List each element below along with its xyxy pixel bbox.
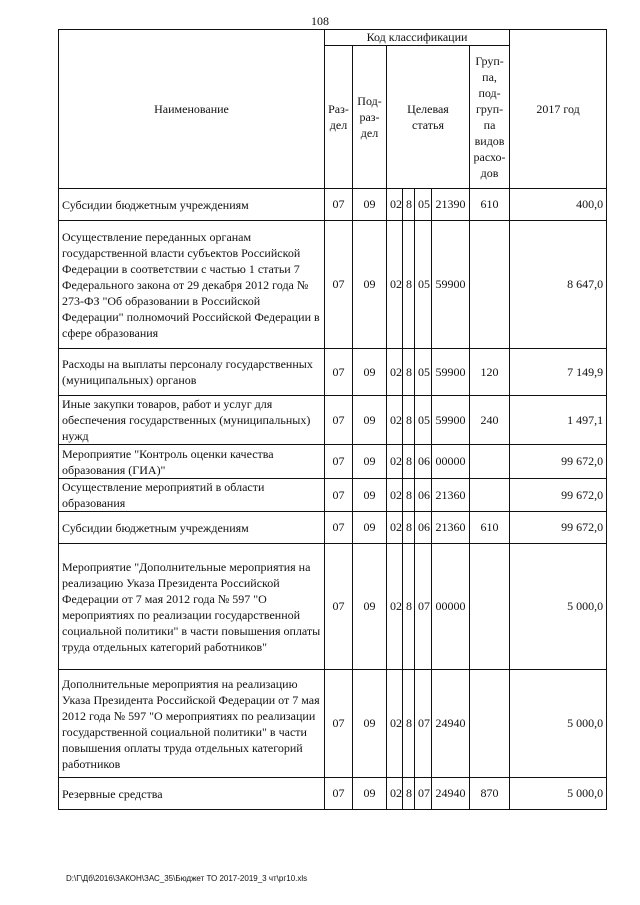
row-target-event: 05: [415, 349, 432, 396]
row-amount: 99 672,0: [510, 479, 607, 512]
row-name: Осуществление переданных органам государственной власти субъектов Российской Федерации в соответствии с частью 1 статьи 7 Федерального закона от 29 декабря 2012 года № 273-ФЗ "Об образовании в Российской Федерации" полномочий Российской Федерации в сфере образования: [59, 221, 325, 349]
row-expense-type: [470, 670, 510, 778]
row-target-subprogram: 8: [403, 396, 415, 445]
row-subsection: 09: [353, 778, 387, 810]
row-name: Резервные средства: [59, 778, 325, 810]
row-amount: 99 672,0: [510, 512, 607, 544]
row-target-program: 02: [387, 349, 403, 396]
row-target-program: 02: [387, 221, 403, 349]
row-subsection: 09: [353, 189, 387, 221]
row-amount: 8 647,0: [510, 221, 607, 349]
row-name: Субсидии бюджетным учреждениям: [59, 512, 325, 544]
row-target-program: 02: [387, 445, 403, 479]
row-target-event: 06: [415, 479, 432, 512]
table-row: [59, 544, 607, 670]
row-section: 07: [325, 396, 353, 445]
row-name: Мероприятие "Дополнительные мероприятия на реализацию Указа Президента Российской Федерации от 7 мая 2012 года № 597 "О мероприятиях по реализации государственной социальной политики" в части повышения оплаты труда отдельных категорий работников": [59, 544, 325, 670]
row-target-event: 07: [415, 544, 432, 670]
row-name: Мероприятие "Контроль оценки качества образования (ГИА)": [59, 445, 325, 479]
header-code-group: Код классификации: [325, 30, 510, 46]
row-amount: 5 000,0: [510, 778, 607, 810]
budget-table: [58, 29, 607, 810]
row-amount: 99 672,0: [510, 445, 607, 479]
row-target-direction: 24940: [432, 778, 470, 810]
row-subsection: 09: [353, 670, 387, 778]
table-row: [59, 479, 607, 512]
row-section: 07: [325, 479, 353, 512]
row-subsection: 09: [353, 349, 387, 396]
row-expense-type: 610: [470, 512, 510, 544]
row-section: 07: [325, 778, 353, 810]
row-section: 07: [325, 221, 353, 349]
row-target-subprogram: 8: [403, 189, 415, 221]
row-section: 07: [325, 544, 353, 670]
row-section: 07: [325, 349, 353, 396]
row-target-event: 06: [415, 512, 432, 544]
row-amount: 1 497,1: [510, 396, 607, 445]
row-target-direction: 21360: [432, 479, 470, 512]
table-row: [59, 396, 607, 445]
row-name: Осуществление мероприятий в области образования: [59, 479, 325, 512]
row-expense-type: 120: [470, 349, 510, 396]
row-expense-type: 240: [470, 396, 510, 445]
table-row: [59, 221, 607, 349]
header-expense-group: Груп- па, под- груп- па видов расхо- дов: [470, 46, 510, 189]
row-subsection: 09: [353, 445, 387, 479]
row-target-event: 05: [415, 189, 432, 221]
row-amount: 5 000,0: [510, 544, 607, 670]
row-name: Расходы на выплаты персоналу государственных (муниципальных) органов: [59, 349, 325, 396]
row-target-direction: 21360: [432, 512, 470, 544]
row-target-event: 06: [415, 445, 432, 479]
row-target-event: 07: [415, 778, 432, 810]
header-section: Раз- дел: [325, 46, 353, 189]
row-target-direction: 21390: [432, 189, 470, 221]
row-subsection: 09: [353, 396, 387, 445]
row-target-program: 02: [387, 396, 403, 445]
header-name: Наименование: [59, 30, 325, 189]
row-target-program: 02: [387, 778, 403, 810]
header-subsection: Под- раз- дел: [353, 46, 387, 189]
row-subsection: 09: [353, 544, 387, 670]
row-target-subprogram: 8: [403, 349, 415, 396]
row-expense-type: 610: [470, 189, 510, 221]
row-target-event: 07: [415, 670, 432, 778]
row-section: 07: [325, 670, 353, 778]
row-target-direction: 59900: [432, 349, 470, 396]
row-subsection: 09: [353, 479, 387, 512]
table-row: [59, 445, 607, 479]
row-target-subprogram: 8: [403, 479, 415, 512]
row-name: Иные закупки товаров, работ и услуг для обеспечения государственных (муниципальных) нужд: [59, 396, 325, 445]
row-subsection: 09: [353, 221, 387, 349]
file-path-footer: D:\Г\Дб\2016\ЗАКОН\ЗАС_35\Бюджет ТО 2017-2019_3 чт\рг10.xls: [66, 874, 308, 883]
header-row-top: [59, 30, 607, 46]
table-row: [59, 349, 607, 396]
row-amount: 5 000,0: [510, 670, 607, 778]
row-name: Субсидии бюджетным учреждениям: [59, 189, 325, 221]
row-amount: 7 149,9: [510, 349, 607, 396]
row-expense-type: [470, 445, 510, 479]
row-target-program: 02: [387, 670, 403, 778]
row-target-subprogram: 8: [403, 445, 415, 479]
table-row: [59, 778, 607, 810]
row-target-direction: 59900: [432, 221, 470, 349]
row-target-event: 05: [415, 396, 432, 445]
row-subsection: 09: [353, 512, 387, 544]
row-target-direction: 24940: [432, 670, 470, 778]
row-target-program: 02: [387, 544, 403, 670]
header-target-article: Целевая статья: [387, 46, 470, 189]
row-amount: 400,0: [510, 189, 607, 221]
table-row: [59, 512, 607, 544]
row-name: Дополнительные мероприятия на реализацию Указа Президента Российской Федерации от 7 мая 2012 года № 597 "О мероприятиях по реализации государственной социальной политики" в части повышения оплаты труда отдельных категорий работников: [59, 670, 325, 778]
row-expense-type: [470, 479, 510, 512]
row-section: 07: [325, 445, 353, 479]
row-target-event: 05: [415, 221, 432, 349]
table-row: [59, 670, 607, 778]
row-section: 07: [325, 189, 353, 221]
row-expense-type: 870: [470, 778, 510, 810]
row-target-subprogram: 8: [403, 670, 415, 778]
row-expense-type: [470, 221, 510, 349]
row-target-subprogram: 8: [403, 544, 415, 670]
page-number: 108: [311, 14, 329, 28]
row-target-subprogram: 8: [403, 778, 415, 810]
row-target-subprogram: 8: [403, 221, 415, 349]
row-target-program: 02: [387, 512, 403, 544]
row-target-direction: 59900: [432, 396, 470, 445]
row-target-program: 02: [387, 479, 403, 512]
row-target-program: 02: [387, 189, 403, 221]
header-year: 2017 год: [510, 30, 607, 189]
row-section: 07: [325, 512, 353, 544]
row-target-subprogram: 8: [403, 512, 415, 544]
table-row: [59, 189, 607, 221]
row-target-direction: 00000: [432, 445, 470, 479]
row-target-direction: 00000: [432, 544, 470, 670]
row-expense-type: [470, 544, 510, 670]
